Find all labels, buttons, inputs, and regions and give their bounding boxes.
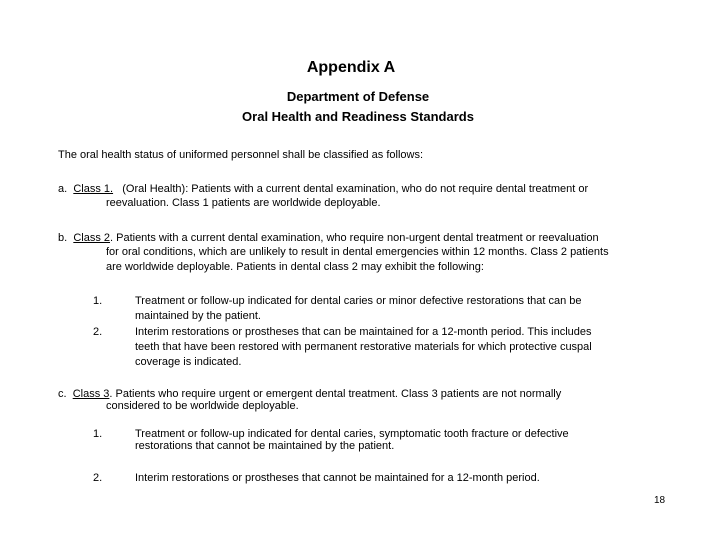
class-1-label: Class 1. [73, 183, 114, 195]
class-3-label: Class 3 [72, 388, 110, 400]
class-2-item-1-line-2: maintained by the patient. [135, 310, 261, 322]
class-2-marker: b. [58, 232, 68, 244]
class-2-item-2-number: 2. [93, 326, 103, 338]
class-3-marker: c. [58, 388, 67, 400]
class-3-text-line-2: considered to be worldwide deployable. [106, 400, 299, 412]
class-1-marker: a. [58, 183, 68, 195]
class-2-item-2-line-2: teeth that have been restored with permanent restorative materials for which protective cuspal [135, 341, 592, 353]
class-3-item-1-line-2: restorations that cannot be maintained by the patient. [135, 440, 395, 452]
class-3-item-1-line-1: Treatment or follow-up indicated for dental caries, symptomatic tooth fracture or defective [135, 428, 569, 440]
class-2-item-1-line-1: Treatment or follow-up indicated for dental caries or minor defective restorations that can be [135, 295, 582, 307]
class-2-item-1-number: 1. [93, 295, 103, 307]
class-2-first-line [58, 232, 599, 245]
class-2-text-line-1: . Patients with a current dental examination, who require non-urgent dental treatment or reevaluation [110, 232, 599, 244]
subtitle-standards: Oral Health and Readiness Standards [242, 109, 474, 124]
class-2-item-2-line-3: coverage is indicated. [135, 356, 242, 368]
class-2-text-line-3: are worldwide deployable. Patients in dental class 2 may exhibit the following: [106, 261, 484, 273]
class-1-text-line-2: reevaluation. Class 1 patients are worldwide deployable. [106, 197, 381, 209]
class-1-first-line [58, 183, 588, 196]
page-number: 18 [654, 495, 666, 506]
class-2-label: Class 2 [73, 232, 110, 244]
class-3-item-2-line-1: Interim restorations or prostheses that cannot be maintained for a 12-month period. [135, 472, 540, 484]
subtitle-department: Department of Defense [286, 89, 430, 104]
class-3-item-2-number: 2. [93, 472, 103, 484]
intro-text: The oral health status of uniformed personnel shall be classified as follows: [58, 149, 424, 161]
class-3-item-1-number: 1. [93, 428, 103, 440]
class-1-text-line-1: (Oral Health): Patients with a current dental examination, who do not require dental treatment or [122, 183, 589, 195]
appendix-title: Appendix A [306, 59, 396, 76]
class-3-text-line-1: . Patients who require urgent or emergent dental treatment. Class 3 patients are not normally [109, 388, 562, 400]
class-2-item-2-line-1: Interim restorations or prostheses that can be maintained for a 12-month period. This includes [135, 326, 592, 338]
class-2-text-line-2: for oral conditions, which are unlikely to result in dental emergencies within 12 months. Class 2 patients [106, 246, 609, 258]
